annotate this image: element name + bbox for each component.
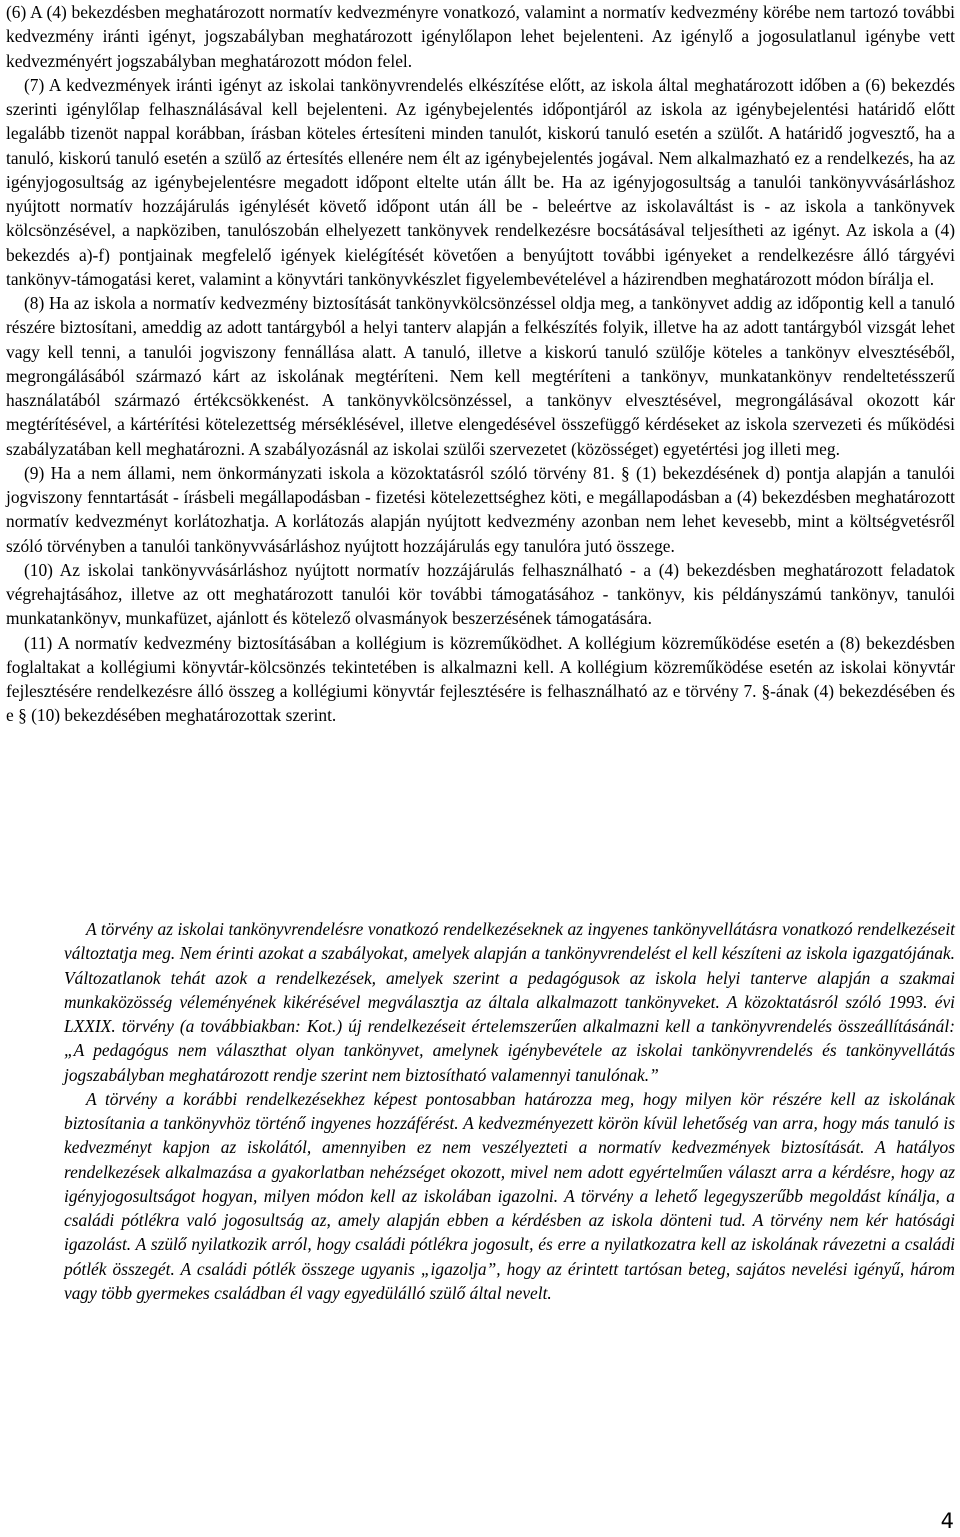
paragraph-7: (7) A kedvezmények iránti igényt az iskolai tankönyvrendelés elkészítése előtt, az iskola által meghatározott időben a (6) bekezdés szerinti igénylőlap felhasználásával kell bejelenteni. Az igénybejelentés időpontjáról az iskola az igénybejelentési határidő előtt legalább tizenöt nappal korábban, írásban köteles értesíteni minden tanulót, kiskorú tanuló esetén a szülőt. A határidő jogvesztő, ha a tanuló, kiskorú tanuló esetén a szülő az értesítés ellenére nem élt az igénybejelentés jogával. Nem alkalmazható ez a rendelkezés, ha az igényjogosultság az igénybejelentésre megadott időpont eltelte után állt be. Ha az igényjogosultság a tanulói tankönyvvásárláshoz nyújtott normatív hozzájárulás igénylését követő időpont után áll be - beleértve az iskolaváltást is - az iskola a tankönyvek kölcsönzésével, a napköziben, tanulószobán elhelyezett tankönyvek rendelkezésre bocsátásával teljesítheti az igényt. Az iskola a (4) bekezdés a)-f) pontjainak megfelelő igények kielégítését követően a benyújtott további igényeket a rendelkezésre álló tárgyévi tankönyv-támogatási keret, valamint a könyvtári tankönyvkészlet figyelembevételével a házirendben meghatározott módon bírálja el. <box>6 74 955 289</box>
paragraph-9: (9) Ha a nem állami, nem önkormányzati iskola a közoktatásról szóló törvény 81. § (1) bekezdésének d) pontja alapján a tanulói jogviszony fenntartását - írásbeli megállapodásban - fizetési kötelezettséghez köti, e megállapodásban a (4) bekezdésben meghatározott normatív kedvezményt korlátozhatja. A korlátozás alapján nyújtott kedvezmény azonban nem lehet kevesebb, mint a költségvetésről szóló törvényben a tanulói tankönyvvásárláshoz nyújtott hozzájárulás egy tanulóra jutó összege. <box>6 462 955 556</box>
paragraph-8: (8) Ha az iskola a normatív kedvezmény biztosítását tankönyvkölcsönzéssel oldja meg, a tankönyvet addig az időpontig kell a tanuló részére biztosítani, ameddig az adott tantárgyból a helyi tanterv alapján a felkészítés folyik, illetve ha az adott tantárgyból vizsgát lehet vagy kell tenni, a tanulói jogviszony fennállása alatt. A tanuló, illetve a kiskorú tanuló szülője köteles a tankönyv elvesztéséből, megrongálásából származó kárt az iskolának megtéríteni. Nem kell megtéríteni a tankönyv, munkatankönyv rendeltetésszerű használatából származó értékcsökkenést. A tankönyvkölcsönzéssel, a tankönyv elvesztésével, megrongálásával okozott kár megtérítésével, a kártérítési kötelezettség mérséklésével, illetve elengedésével összefüggő kérdéseket az iskola szervezeti és működési szabályzatában kell meghatározni. A szabályozásnál az iskolai szülői szervezetet (közösséget) egyetértési jog illeti meg. <box>6 293 955 459</box>
paragraph-11: (11) A normatív kedvezmény biztosításában a kollégium is közreműködhet. A kollégium közreműködése esetén a (8) bekezdésben foglaltakat a kollégiumi könyvtár-kölcsönzés tekintetében is alkalmazni kell. A kollégium közreműködése esetén az iskolai könyvtár fejlesztésére rendelkezésre álló összeg a kollégiumi könyvtár fejlesztésére is felhasználható az e törvény 7. §-ának (4) bekezdésében és e § (10) bekezdésében meghatározottak szerint. <box>6 632 955 726</box>
document-page <box>6 0 955 728</box>
commentary-paragraph: A törvény a korábbi rendelkezésekhez képest pontosabban határozza meg, hogy milyen kör részére kell az iskolának biztosítania a tankönyvhöz történő ingyenes hozzáférést. A kedvezményezett körön kívül lehetőség van arra, hogy más tanuló is kedvezményt kapjon az iskolától, amennyiben ez nem veszélyezteti a normatív kedvezmények biztosítását. A hatályos rendelkezések alkalmazása a gyakorlatban nehézséget okozott, mivel nem adott egyértelműen választ arra a kérdésre, hogy az igényjogosultságot hogyan, milyen módon kell az iskolában igazolni. A törvény a lehető legegyszerűbb megoldást kínálja, a családi pótlékra való jogosultság az, amely alapján ebben a kérdésben az iskola dönteni tud. A törvény nem kér hatósági igazolást. A szülő nyilatkozik arról, hogy családi pótlékra jogosult, és erre a nyilatkozatra kell az iskolának rávezetni a családi pótlék összegét. A családi pótlék összege ugyanis „igazolja”, hogy az érintett tartósan beteg, sajátos nevelési igényű, három vagy több gyermekes családban él vagy egyedülálló szülő által nevelt. <box>64 1088 955 1303</box>
commentary-block <box>64 917 955 1305</box>
paragraph-6: (6) A (4) bekezdésben meghatározott normatív kedvezményre vonatkozó, valamint a normatív kedvezmény körébe nem tartozó további kedvezmény iránti igényt, jogszabályban meghatározott igénylőlapon lehet bejelenteni. Az igénylő a jogosulatlanul igénybe vett kedvezményért jogszabályban meghatározott módon felel. <box>6 2 955 71</box>
paragraph-10: (10) Az iskolai tankönyvvásárláshoz nyújtott normatív hozzájárulás felhasználható - a (4) bekezdésben meghatározott feladatok végrehajtásához, illetve az ott meghatározott tanulói kör további támogatásához - tankönyv, kis példányszámú tankönyv, tanulói munkatankönyv, munkafüzet, ajánlott és kötelező olvasmányok beszerzésének támogatására. <box>6 559 955 629</box>
law-text <box>6 0 955 728</box>
commentary-paragraph: A törvény az iskolai tankönyvrendelésre vonatkozó rendelkezéseknek az ingyenes tankönyvellátásra vonatkozó rendelkezéseit változtatja meg. Nem érinti azokat a szabályokat, amelyek alapján a tankönyvrendelést el kell készíteni az iskola igazgatójának. Változatlanok tehát azok a rendelkezések, amelyek szerint a pedagógusok az iskola helyi tanterve alapján a szakmai munkaközösség véleményének kikérésével megválasztja az általa alkalmazott tankönyveket. A közoktatásról szóló 1993. évi LXXIX. törvény (a továbbiakban: Kot.) új rendelkezéseit értelemszerűen alkalmazni kell a tankönyvrendelés összeállításánál: „A pedagógus nem választhat olyan tankönyvet, amelynek igénybevétele az iskolai tankönyvrendelés és tankönyvellátás jogszabályban meghatározott rendje szerint nem biztosítható valamennyi tanulónak.” <box>64 919 955 1085</box>
page-number: 4 <box>940 1509 954 1533</box>
